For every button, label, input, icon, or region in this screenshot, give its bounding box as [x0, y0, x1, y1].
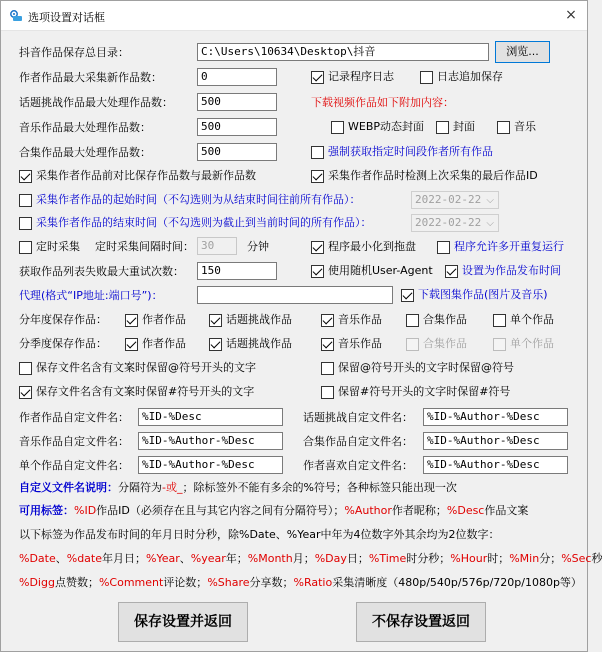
force-period-checkbox[interactable]: [311, 145, 493, 159]
proxy-label: 代理(格式“IP地址:端口号”)：: [19, 289, 163, 302]
webp-label: WEBP动态封面: [348, 120, 425, 133]
close-button[interactable]: ×: [565, 7, 577, 23]
help-tag: %Comment: [98, 576, 164, 589]
author-name-label: 作者作品自定文件名：: [19, 411, 129, 424]
year-music-box[interactable]: [321, 314, 334, 327]
help-line-1: [19, 481, 457, 495]
help-tag: %Time: [368, 552, 407, 565]
help-separator: -或_: [162, 481, 183, 494]
save-dir-input[interactable]: C:\Users\10634\Desktop\抖音: [197, 43, 489, 61]
quarter-author-checkbox[interactable]: [125, 337, 186, 351]
allow-multi-checkbox[interactable]: [437, 240, 564, 254]
year-music-label: 音乐作品: [338, 313, 382, 326]
help-text: 分；: [539, 552, 562, 565]
help-tag: %Desc: [446, 504, 485, 517]
retry-input[interactable]: 150: [197, 262, 277, 280]
author-name-input[interactable]: %ID-%Desc: [138, 408, 283, 426]
help-text: 评论数；: [163, 576, 208, 589]
set-time-label: 设置为作品发布时间: [462, 264, 561, 277]
help-tag: %year: [190, 552, 226, 565]
start-time-label: 采集作者作品的起始时间（不勾选则为从结束时间往前所有作品）：: [36, 193, 361, 206]
download-images-label: 下载图集作品(图片及音乐): [418, 288, 548, 301]
keep-at-text-label: 保存文件名含有文案时保留@符号开头的文字: [36, 361, 256, 374]
log-append-checkbox[interactable]: [420, 70, 503, 84]
quarter-single-label: 单个作品: [510, 337, 554, 350]
help-line-2: [19, 504, 528, 518]
single-name-label: 单个作品自定文件名：: [19, 459, 129, 472]
timed-unit: 分钟: [247, 240, 269, 253]
quarter-author-label: 作者作品: [142, 337, 186, 350]
keep-hash-text-checkbox[interactable]: [19, 385, 254, 399]
allow-multi-label: 程序允许多开重复运行: [454, 240, 564, 253]
music-label: 音乐: [514, 120, 536, 133]
end-date-picker[interactable]: [411, 214, 499, 232]
allow-multi-box[interactable]: [437, 241, 450, 254]
minimize-tray-checkbox[interactable]: [311, 240, 416, 254]
return-without-save-button[interactable]: 不保存设置返回: [356, 602, 486, 642]
keep-hash-text-label: 保存文件名含有文案时保留#符号开头的文字: [36, 385, 255, 398]
year-topic-checkbox[interactable]: [209, 313, 292, 327]
quarter-collection-checkbox[interactable]: [406, 337, 467, 351]
music-name-input[interactable]: %ID-%Author-%Desc: [138, 432, 283, 450]
help-text: 秒: [591, 552, 602, 565]
download-images-box[interactable]: [401, 289, 414, 302]
log-append-label: 日志追加保存: [437, 70, 503, 83]
end-time-box[interactable]: [19, 217, 32, 230]
help-tag: %Year: [146, 552, 180, 565]
help-tag: %Date: [19, 552, 56, 565]
quarter-music-label: 音乐作品: [338, 337, 382, 350]
keep-hash-symbol-checkbox[interactable]: [321, 385, 510, 399]
likes-name-input[interactable]: %ID-%Author-%Desc: [423, 456, 568, 474]
help-tag: %Day: [314, 552, 347, 565]
minimize-tray-box[interactable]: [311, 241, 324, 254]
music-max-label: 音乐作品最大处理作品数：: [19, 121, 151, 134]
download-extra-title: 下载视频作品如下附加内容：: [311, 96, 454, 109]
start-date-value: 2022-02-22: [415, 193, 482, 206]
help-tag: %date: [66, 552, 103, 565]
music-max-input[interactable]: 500: [197, 118, 277, 136]
random-ua-checkbox[interactable]: [311, 264, 433, 278]
timed-interval-label: 定时采集间隔时间：: [95, 240, 194, 253]
webp-box[interactable]: [331, 121, 344, 134]
save-dir-label: 抖音作品保存总目录：: [19, 46, 129, 59]
start-date-picker[interactable]: [411, 191, 499, 209]
help-tag: %Month: [247, 552, 293, 565]
likes-name-label: 作者喜欢自定文件名：: [303, 459, 413, 472]
end-date-value: 2022-02-22: [415, 216, 482, 229]
cover-label: 封面: [453, 120, 475, 133]
help-text: 采集清晰度（480p/540p/576p/720p/1080p等）: [332, 576, 582, 589]
help-text: 时分秒；: [406, 552, 451, 565]
chevron-down-icon: ⌵: [486, 218, 494, 229]
collection-max-label: 合集作品最大处理作品数：: [19, 146, 151, 159]
window-title: 选项设置对话框: [28, 11, 105, 24]
start-time-box[interactable]: [19, 194, 32, 207]
help-tag: %Digg: [19, 576, 55, 589]
help-line-4: [19, 552, 602, 566]
quarter-topic-checkbox[interactable]: [209, 337, 292, 351]
quarter-music-box[interactable]: [321, 338, 334, 351]
year-music-checkbox[interactable]: [321, 313, 382, 327]
help-tag: %ID: [74, 504, 97, 517]
keep-at-text-checkbox[interactable]: [19, 361, 256, 375]
webp-checkbox[interactable]: [331, 120, 424, 134]
help-text: 时；: [487, 552, 510, 565]
help-text: 年；: [225, 552, 248, 565]
quarter-topic-box[interactable]: [209, 338, 222, 351]
set-time-checkbox[interactable]: [445, 264, 561, 278]
detect-last-box[interactable]: [311, 170, 324, 183]
set-time-box[interactable]: [445, 265, 458, 278]
detect-last-label: 采集作者作品时检测上次采集的最后作品ID: [328, 169, 538, 182]
help-tag: %Hour: [450, 552, 488, 565]
cover-box[interactable]: [436, 121, 449, 134]
title-bar: [1, 1, 587, 31]
settings-app-icon: [9, 9, 23, 23]
quarter-author-box[interactable]: [125, 338, 138, 351]
help-text: 作者昵称；: [391, 504, 447, 517]
log-record-label: 记录程序日志: [328, 70, 394, 83]
year-author-checkbox[interactable]: [125, 313, 186, 327]
log-record-checkbox[interactable]: [311, 70, 394, 84]
help-text: 、: [179, 552, 191, 565]
single-name-input[interactable]: %ID-%Author-%Desc: [138, 456, 283, 474]
help-line-3: 以下标签为作品发布时间的年月日时分秒，除%Date、%Year中年为4位数字外其余均为2位数字：: [19, 528, 500, 541]
help-text: 年月日；: [102, 552, 147, 565]
random-ua-box[interactable]: [311, 265, 324, 278]
help-tags-title: 可用标签：: [19, 504, 74, 517]
year-collection-box[interactable]: [406, 314, 419, 327]
year-collection-label: 合集作品: [423, 313, 467, 326]
timed-checkbox[interactable]: [19, 240, 80, 254]
log-record-box[interactable]: [311, 71, 324, 84]
detect-last-checkbox[interactable]: [311, 169, 538, 183]
force-period-box[interactable]: [311, 146, 324, 159]
end-time-label: 采集作者作品的结束时间（不勾选则为截止到当前时间的所有作品）：: [36, 216, 372, 229]
force-period-label: 强制获取指定时间段作者所有作品: [328, 145, 493, 158]
help-text: 作品文案: [484, 504, 529, 517]
help-tag: %Ratio: [293, 576, 333, 589]
timed-interval-input[interactable]: 30: [197, 237, 237, 255]
keep-at-symbol-box[interactable]: [321, 362, 334, 375]
compare-latest-box[interactable]: [19, 170, 32, 183]
chevron-down-icon: ⌵: [486, 195, 494, 206]
help-text: 分隔符为: [118, 481, 162, 494]
help-text: 日；: [346, 552, 369, 565]
keep-at-text-box[interactable]: [19, 362, 32, 375]
save-and-return-button[interactable]: 保存设置并返回: [118, 602, 248, 642]
collection-name-input[interactable]: %ID-%Author-%Desc: [423, 432, 568, 450]
keep-at-symbol-label: 保留@符号开头的文字时保留@符号: [338, 361, 514, 374]
year-topic-box[interactable]: [209, 314, 222, 327]
year-author-box[interactable]: [125, 314, 138, 327]
topic-max-input[interactable]: 500: [197, 93, 277, 111]
minimize-tray-label: 程序最小化到拖盘: [328, 240, 416, 253]
year-label: 分年度保存作品：: [19, 313, 107, 326]
topic-name-label: 话题挑战自定文件名：: [303, 411, 413, 424]
help-text: 、: [55, 552, 67, 565]
keep-at-symbol-checkbox[interactable]: [321, 361, 514, 375]
help-text: 作品ID（必须存在且与其它内容之间有分隔符号）；: [96, 504, 345, 517]
help-text: ；除标签外不能有多余的%符号；各种标签只能出现一次: [182, 481, 457, 494]
year-collection-checkbox[interactable]: [406, 313, 467, 327]
retry-label: 获取作品列表失败最大重试次数：: [19, 265, 184, 278]
help-tag: %Sec: [561, 552, 592, 565]
help-text: 月；: [292, 552, 315, 565]
quarter-music-checkbox[interactable]: [321, 337, 382, 351]
keep-hash-symbol-box[interactable]: [321, 386, 334, 399]
music-box[interactable]: [497, 121, 510, 134]
collection-max-input[interactable]: 500: [197, 143, 277, 161]
help-line-5: [19, 576, 582, 590]
topic-max-label: 话题挑战作品最大处理作品数：: [19, 96, 173, 109]
proxy-input[interactable]: [197, 286, 393, 304]
compare-latest-label: 采集作者作品前对比保存作品数与最新作品数: [36, 169, 256, 182]
browse-button[interactable]: 浏览...: [495, 41, 550, 63]
end-time-checkbox[interactable]: [19, 216, 372, 230]
quarter-label: 分季度保存作品：: [19, 337, 107, 350]
quarter-single-box[interactable]: [493, 338, 506, 351]
keep-hash-symbol-label: 保留#符号开头的文字时保留#符号: [338, 385, 511, 398]
music-name-label: 音乐作品自定文件名：: [19, 435, 129, 448]
help-tag: %Author: [344, 504, 392, 517]
max-new-input[interactable]: 0: [197, 68, 277, 86]
start-time-checkbox[interactable]: [19, 193, 361, 207]
help-text: 分享数；: [249, 576, 294, 589]
quarter-topic-label: 话题挑战作品: [226, 337, 292, 350]
max-new-label: 作者作品最大采集新作品数：: [19, 71, 162, 84]
help-tag: %Share: [207, 576, 250, 589]
log-append-box[interactable]: [420, 71, 433, 84]
year-single-box[interactable]: [493, 314, 506, 327]
year-topic-label: 话题挑战作品: [226, 313, 292, 326]
year-single-checkbox[interactable]: [493, 313, 554, 327]
quarter-collection-label: 合集作品: [423, 337, 467, 350]
quarter-collection-box[interactable]: [406, 338, 419, 351]
year-author-label: 作者作品: [142, 313, 186, 326]
compare-latest-checkbox[interactable]: [19, 169, 256, 183]
timed-label: 定时采集: [36, 240, 80, 253]
collection-name-label: 合集作品自定文件名：: [303, 435, 413, 448]
quarter-single-checkbox[interactable]: [493, 337, 554, 351]
download-images-checkbox[interactable]: [401, 288, 548, 302]
timed-box[interactable]: [19, 241, 32, 254]
help-text: 点赞数；: [54, 576, 99, 589]
keep-hash-text-box[interactable]: [19, 386, 32, 399]
random-ua-label: 使用随机User-Agent: [328, 264, 433, 277]
topic-name-input[interactable]: %ID-%Author-%Desc: [423, 408, 568, 426]
help-tag: %Min: [509, 552, 540, 565]
music-checkbox[interactable]: [497, 120, 536, 134]
year-single-label: 单个作品: [510, 313, 554, 326]
help-title: 自定义文件名说明：: [19, 481, 118, 494]
cover-checkbox[interactable]: [436, 120, 475, 134]
